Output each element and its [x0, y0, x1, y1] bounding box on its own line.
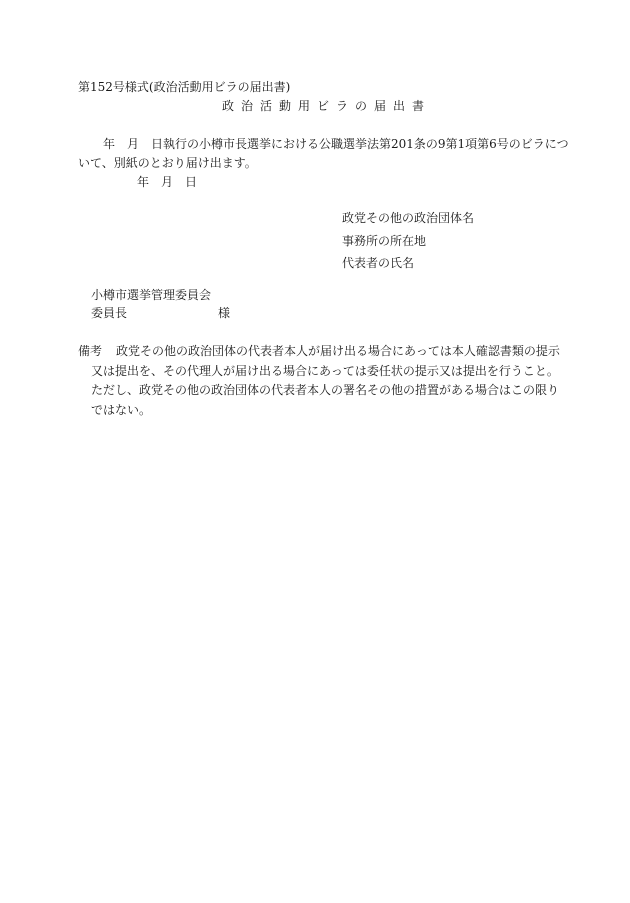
filing-date: 年 月 日: [137, 175, 198, 189]
recipient-organization: 小樽市選挙管理委員会: [91, 288, 212, 302]
sender-office-address-label: 事務所の所在地: [342, 233, 427, 248]
body-text-line-1: 年 月 日執行の小樽市長選挙における公職選挙法第201条の9第1項第6号のビラにつ: [103, 137, 569, 151]
remarks-line: ただし、政党その他の政治団体の代表者本人の署名その他の措置がある場合はこの限り: [91, 383, 560, 397]
sender-party-name-label: 政党その他の政治団体名: [342, 211, 475, 225]
remarks-line: 又は提出を、その代理人が届け出る場合にあっては委任状の提示又は提出を行うこと。: [91, 363, 559, 378]
recipient-honorific: 様: [218, 306, 231, 320]
document-title: 政治活動用ビラの届出書: [222, 99, 432, 113]
remarks-line: ではない。: [91, 402, 152, 417]
remarks-section: [78, 344, 558, 422]
recipient-title: 委員長: [91, 306, 128, 320]
remarks-label: 備考: [78, 344, 103, 358]
sender-block: [342, 211, 474, 279]
remarks-line: 政党その他の政治団体の代表者本人が届け出る場合にあっては本人確認書類の提示: [116, 344, 560, 358]
form-number: 第152号様式(政治活動用ビラの届出書): [78, 80, 291, 94]
sender-representative-name-label: 代表者の氏名: [342, 256, 415, 271]
body-text-line-2: いて、別紙のとおり届け出ます。: [78, 156, 257, 170]
